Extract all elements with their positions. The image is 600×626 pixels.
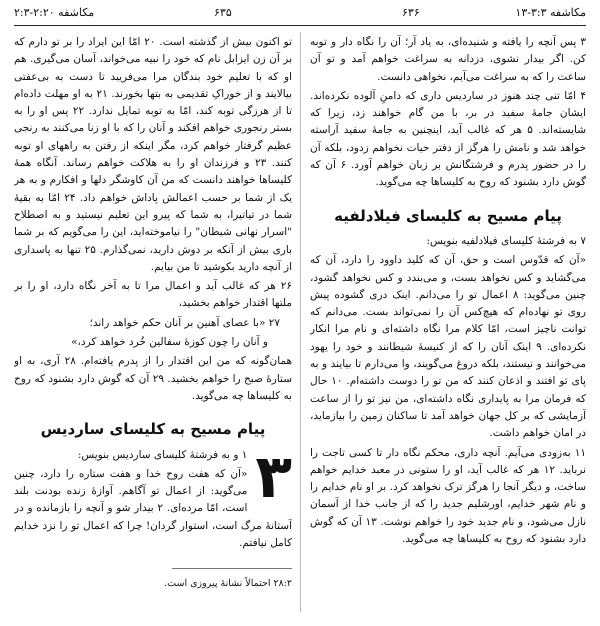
paragraph: ۷ به فرشتهٔ کلیسای فیلادلفیه بنویس: [426, 234, 586, 247]
footnote: ۲۸:۲ احتمالاً نشانهٔ پیروزی است. [164, 578, 292, 590]
paragraph: ۱ و به فرشتهٔ کلیسای ساردیس بنویس: [77, 448, 248, 461]
left-column [14, 34, 292, 620]
paragraph: «آن که قدّوس است و حق، آن که کلید داوود را دارد، آن که می‌گشاید و کس نخواهد بست، و می‌بندد و کس نخواهد گشود، چنین می‌گوید: ۸ اعمال تو را می‌دانم. اینک دری گشوده پیش روی تو نهاده‌ام که هیچ‌کس آن را نمی‌تواند بست. می‌دانم که توانت ناچیز است، امّا کلام مرا نگاه داشته‌ای و نام مرا انکار نکرده‌ای. ۹ اینک آنان را که از کنیسهٔ شیطانند و خود را یهود می‌خوانند و نیستند، بلکه دروغ می‌گویند، وا می‌دارم تا بیایند و به پای تو افتند و اذعان کنند که من تو را دوست داشته‌ام. ۱۰ حال که فرمان مرا به پایداری نگاه داشته‌ای، من نیز تو را از ساعت آزمایشی که بر کل جهان خواهد آمد تا ساکنان زمین را بیازماید، در امان خواهم داشت. [310, 254, 586, 440]
paragraph: ۲۶ هر که غالب آید و اعمال مرا تا به آخر نگاه دارد، او را بر ملتها اقتدار خواهم بخشید، [14, 280, 292, 310]
poetry-line: و آنان را چون کوزهٔ سفالین خُرد خواهد کرد،» [71, 336, 268, 349]
paragraph: ۳ پس آنچه را یافته و شنیده‌ای، به یاد آر؛ آن را نگاه دار و توبه کن. اگر بیدار نشوی، دزدانه به سراغت خواهم آمد و تو آن ساعت را که به سراغت می‌آیم، نخواهی دانست. [310, 36, 586, 83]
paragraph: تو اکنون بیش از گذشته است. ۲۰ امّا این ایراد را بر تو دارم که بر آن زن ایزابل نام که خود را نبیه می‌خواند، آسان می‌گیری. هم او که با تعلیم خود بندگان مرا می‌فریبد تا دست به بی‌عفتی بیالایند و از خوراکِ تقدیمی به بتها بخورند. ۲۱ به او مهلت داده‌ام تا از هرزگی توبه کند، امّا به توبه تمایل ندارد. ۲۲ پس او را به بستر رنجوری خواهم افکند و آنان را که با او زنا می‌کنند به رنجی عظیم گرفتار خواهم کرد، مگر اینکه از رفتن به راههای او توبه کنند. ۲۳ و فرزندان او را به هلاکت خواهم رساند. آنگاه همهٔ کلیساها خواهند دانست که من آن کاوشگر دلها و افکارم و به هر یک از شما بر حسب اعمالش پاداش خواهم داد. ۲۴ امّا به بقیهٔ شما در تیاتیرا، به شما که پیرو این تعلیم نیستید و به اصطلاح "اسرار نهانی شیطان" را نیاموخته‌اید، این را می‌گویم که بر شما باری بیش از آنکه بر دوش دارید، نمی‌گذارم. ۲۵ تنها به پاسداری از آنچه دارید بکوشید تا من بیایم. [14, 36, 292, 273]
left-page-number: ۶۳۵ [214, 6, 232, 19]
poetry-line: ۲۷ «با عصای آهنین بر آنان حکم خواهد راند؛ [89, 316, 280, 329]
running-head [14, 6, 586, 24]
right-page-number: ۶۳۶ [402, 6, 420, 19]
section-heading-philadelphia: پیام مسیح به کلیسای فیلادلفیه [334, 206, 562, 225]
footnote-rule [172, 568, 292, 569]
paragraph: ۴ امّا تنی چند هنوز در ساردیس داری که دامنِ آلوده نکرده‌اند. ایشان جامهٔ سفید در بر، با من گام خواهند زد، زیرا که شایسته‌اند. ۵ هر که غالب آید، اینچنین به جامهٔ سفید آراسته خواهد شد و نامش را هرگز از دفتر حیات نخواهم زدود، بلکه آن را در حضور پدرم و فرشتگانش بر زبان خواهم آورد. ۶ آن که گوش دارد بشنود که روح به کلیساها چه می‌گوید. [310, 89, 586, 189]
paragraph: ۱۱ به‌زودی می‌آیم. آنچه داری، محکم نگاه دار تا کسی تاجت را نرباید. ۱۲ هر که غالب آید، او را ستونی در معبد خدایم خواهم ساخت، و دیگر آنجا را هرگز ترک نخواهد کرد. بر او نام خدایم را و نام شهر خدایم، اورشلیم جدید را که از جانب خدا از آسمان نازل می‌شود، و نام جدید خود را خواهم نوشت. ۱۳ آن که گوش دارد بشنود که روح به کلیساها چه می‌گوید. [310, 446, 586, 546]
paragraph: همان‌گونه که من این اقتدار را از پدرم یافته‌ام. ۲۸ آری، به او ستارهٔ صبح را خواهم بخشید. ۲۹ آن که گوش دارد بشنود که روح به کلیساها چه می‌گوید. [14, 355, 292, 402]
section-heading-sardis: پیام مسیح به کلیسای ساردیس [40, 420, 266, 439]
header-rule [14, 25, 586, 26]
paragraph: «آن که هفت روح خدا و هفت ستاره را دارد، چنین می‌گوید: از اعمال تو آگاهم. آوازهٔ زنده بودنت بلند است، امّا مرده‌ای. ۲ بیدار شو و آنچه را بازمانده و در آستانهٔ مرگ است، استوار گردان! چرا که اعمال تو را نزد خدایم کامل نیافتم. [14, 467, 292, 550]
left-book-reference: مکاشفه ۲:۲۰-۲:۳ [14, 6, 95, 19]
right-column [310, 34, 586, 620]
column-divider [300, 32, 301, 612]
right-book-reference: مکاشفه ۳:۳-۱۳ [515, 6, 586, 19]
chapter-number: ۳ [255, 441, 292, 512]
